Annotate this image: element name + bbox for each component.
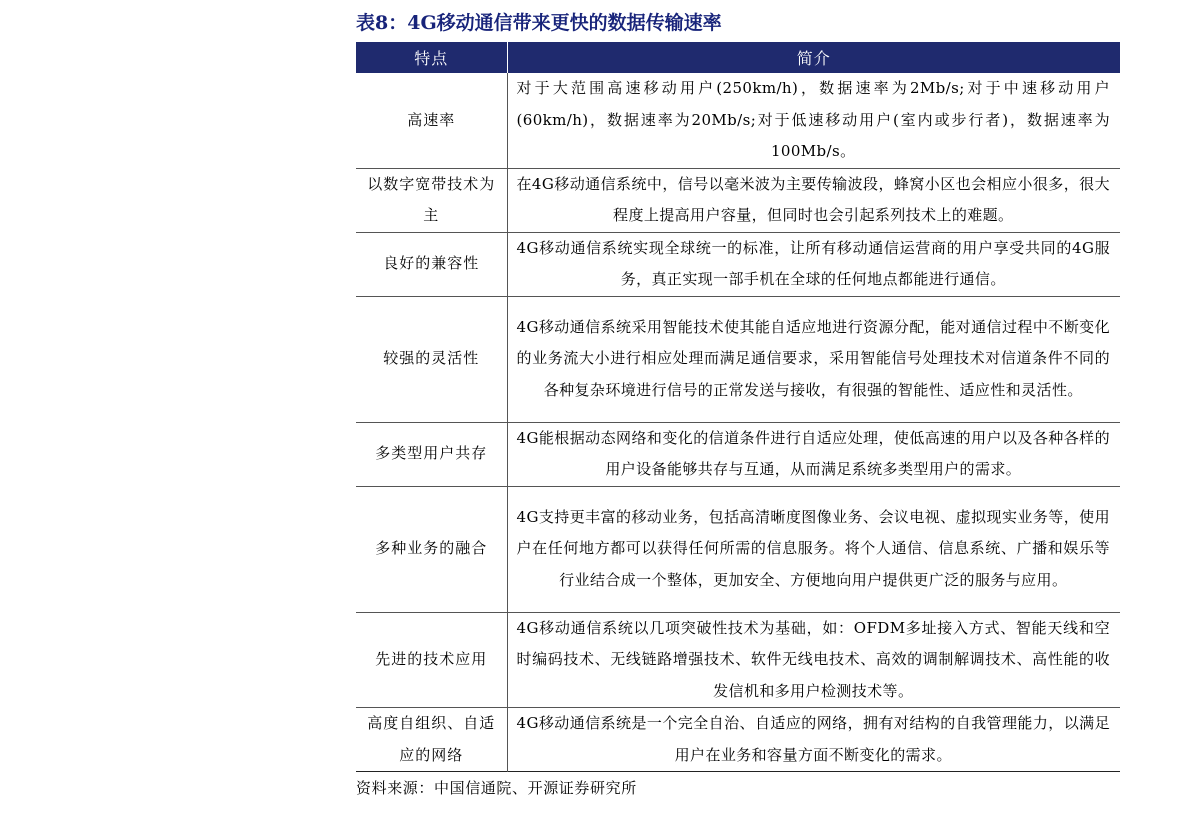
feature-cell: 良好的兼容性: [356, 232, 507, 296]
feature-cell: 多种业务的融合: [356, 486, 507, 612]
description-cell: 在4G移动通信系统中，信号以毫米波为主要传输波段，蜂窝小区也会相应小很多，很大程度上提高用户容量，但同时也会引起系列技术上的难题。: [516, 174, 1110, 224]
table-header-row: [356, 42, 1120, 73]
description-cell: 4G移动通信系统是一个完全自治、自适应的网络，拥有对结构的自我管理能力，以满足用户在业务和容量方面不断变化的需求。: [516, 714, 1110, 764]
table-row: [356, 73, 1120, 168]
feature-cell: 高速率: [356, 73, 507, 168]
feature-cell: 较强的灵活性: [356, 296, 507, 422]
description-cell: 4G移动通信系统采用智能技术使其能自适应地进行资源分配，能对通信过程中不断变化的业务流大小进行相应处理而满足通信要求，采用智能信号处理技术对信道条件不同的各种复杂环境进行信号的正常发送与接收，有很强的智能性、适应性和灵活性。: [516, 317, 1110, 399]
table-title: 表8：4G移动通信带来更快的数据传输速率: [356, 12, 722, 34]
document: [356, 8, 1120, 803]
table-row: [356, 486, 1120, 612]
description-cell: 4G移动通信系统实现全球统一的标准，让所有移动通信运营商的用户享受共同的4G服务，真正实现一部手机在全球的任何地点都能进行通信。: [516, 238, 1110, 288]
table-row: [356, 612, 1120, 708]
source-note: 资料来源：中国信通院、开源证券研究所: [356, 779, 637, 797]
table-row: [356, 422, 1120, 486]
table-row: [356, 708, 1120, 772]
feature-cell: 以数字宽带技术为主: [356, 168, 507, 232]
feature-cell: 高度自组织、自适应的网络: [356, 708, 507, 772]
feature-cell: 先进的技术应用: [356, 612, 507, 708]
header-feature: 特点: [356, 42, 507, 73]
table-row: [356, 232, 1120, 296]
feature-cell: 多类型用户共存: [356, 422, 507, 486]
features-table: [356, 42, 1120, 772]
description-cell: 4G移动通信系统以几项突破性技术为基础，如：OFDM多址接入方式、智能天线和空时编码技术、无线链路增强技术、软件无线电技术、高效的调制解调技术、高性能的收发信机和多用户检测技术等。: [516, 618, 1110, 700]
description-cell: 对于大范围高速移动用户(250km/h)，数据速率为2Mb/s;对于中速移动用户(60km/h)，数据速率为20Mb/s;对于低速移动用户(室内或步行者)，数据速率为100Mb/s。: [516, 79, 1110, 160]
header-description: 简介: [507, 42, 1120, 73]
table-row: [356, 168, 1120, 232]
description-cell: 4G能根据动态网络和变化的信道条件进行自适应处理，使低高速的用户以及各种各样的用户设备能够共存与互通，从而满足系统多类型用户的需求。: [516, 428, 1110, 478]
table-row: [356, 296, 1120, 422]
description-cell: 4G支持更丰富的移动业务，包括高清晰度图像业务、会议电视、虚拟现实业务等，使用户在任何地方都可以获得任何所需的信息服务。将个人通信、信息系统、广播和娱乐等行业结合成一个整体，更加安全、方便地向用户提供更广泛的服务与应用。: [516, 507, 1110, 589]
